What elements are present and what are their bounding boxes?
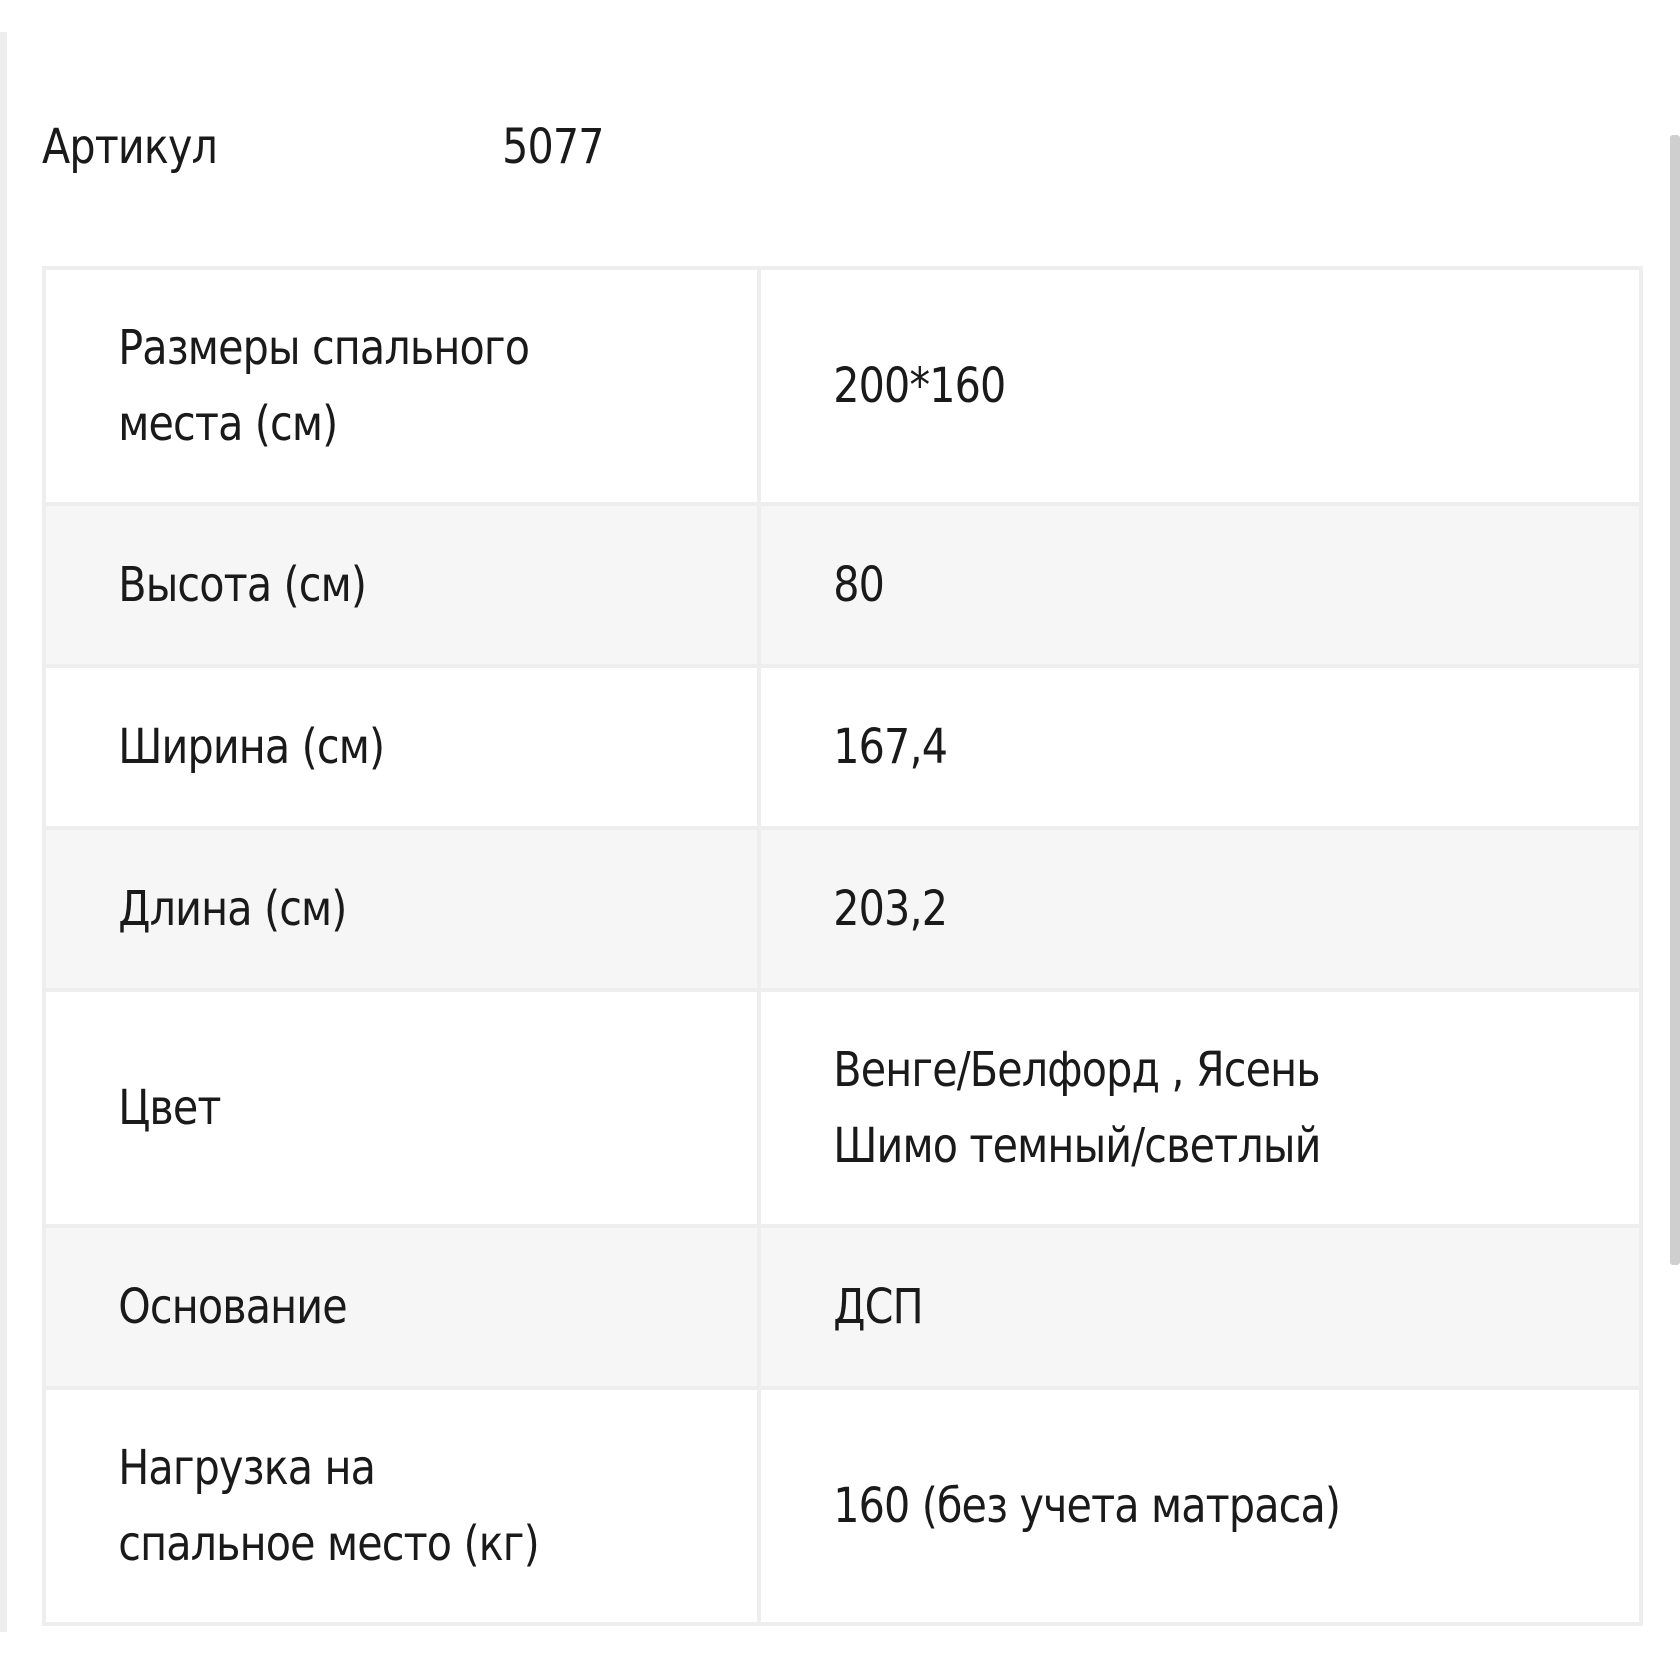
- spec-row-length: [44, 828, 1641, 990]
- spec-value-line: 200*160: [833, 358, 1006, 414]
- spec-value-cell: [759, 268, 1641, 504]
- spec-name-line: Нагрузка на: [118, 1440, 376, 1496]
- sku-value: 5077: [502, 119, 604, 175]
- spec-row-load: [44, 1388, 1641, 1624]
- spec-name-line: Размеры спального: [118, 320, 530, 376]
- spec-value-line: 80: [833, 557, 884, 613]
- spec-row-width: [44, 666, 1641, 828]
- spec-value-cell: [759, 990, 1641, 1226]
- spec-name-cell: [44, 504, 759, 666]
- spec-value-line: Венге/Белфорд , Ясень: [833, 1042, 1320, 1098]
- spec-value-line: Шимо темный/светлый: [833, 1118, 1321, 1174]
- spec-name-line: Ширина (см): [118, 719, 385, 775]
- spec-name-cell: [44, 828, 759, 990]
- page-left-edge: [0, 32, 7, 1632]
- spec-name-line: места (см): [118, 396, 338, 452]
- spec-row-height: [44, 504, 1641, 666]
- spec-value-line: 203,2: [833, 881, 947, 937]
- spec-value-cell: [759, 828, 1641, 990]
- spec-name-line: Цвет: [118, 1080, 221, 1136]
- spec-value-cell: [759, 1388, 1641, 1624]
- spec-name-cell: [44, 1226, 759, 1388]
- sku-label: Артикул: [42, 119, 218, 175]
- sku-row: [42, 112, 644, 182]
- spec-row-base: [44, 1226, 1641, 1388]
- spec-value-line: 160 (без учета матраса): [833, 1478, 1340, 1534]
- scrollbar-thumb[interactable]: [1670, 135, 1680, 1265]
- specs-table: [42, 266, 1643, 1626]
- spec-name-line: Высота (см): [118, 557, 367, 613]
- spec-value-line: ДСП: [833, 1279, 923, 1335]
- spec-value-cell: [759, 1226, 1641, 1388]
- spec-name-line: спальное место (кг): [118, 1516, 539, 1572]
- spec-row-sleeping-size: [44, 268, 1641, 504]
- spec-name-line: Основание: [118, 1279, 347, 1335]
- spec-value-line: 167,4: [833, 719, 947, 775]
- spec-value-cell: [759, 504, 1641, 666]
- spec-name-cell: [44, 268, 759, 504]
- spec-name-cell: [44, 990, 759, 1226]
- spec-name-cell: [44, 666, 759, 828]
- spec-name-cell: [44, 1388, 759, 1624]
- spec-value-cell: [759, 666, 1641, 828]
- spec-name-line: Длина (см): [118, 881, 347, 937]
- spec-row-color: [44, 990, 1641, 1226]
